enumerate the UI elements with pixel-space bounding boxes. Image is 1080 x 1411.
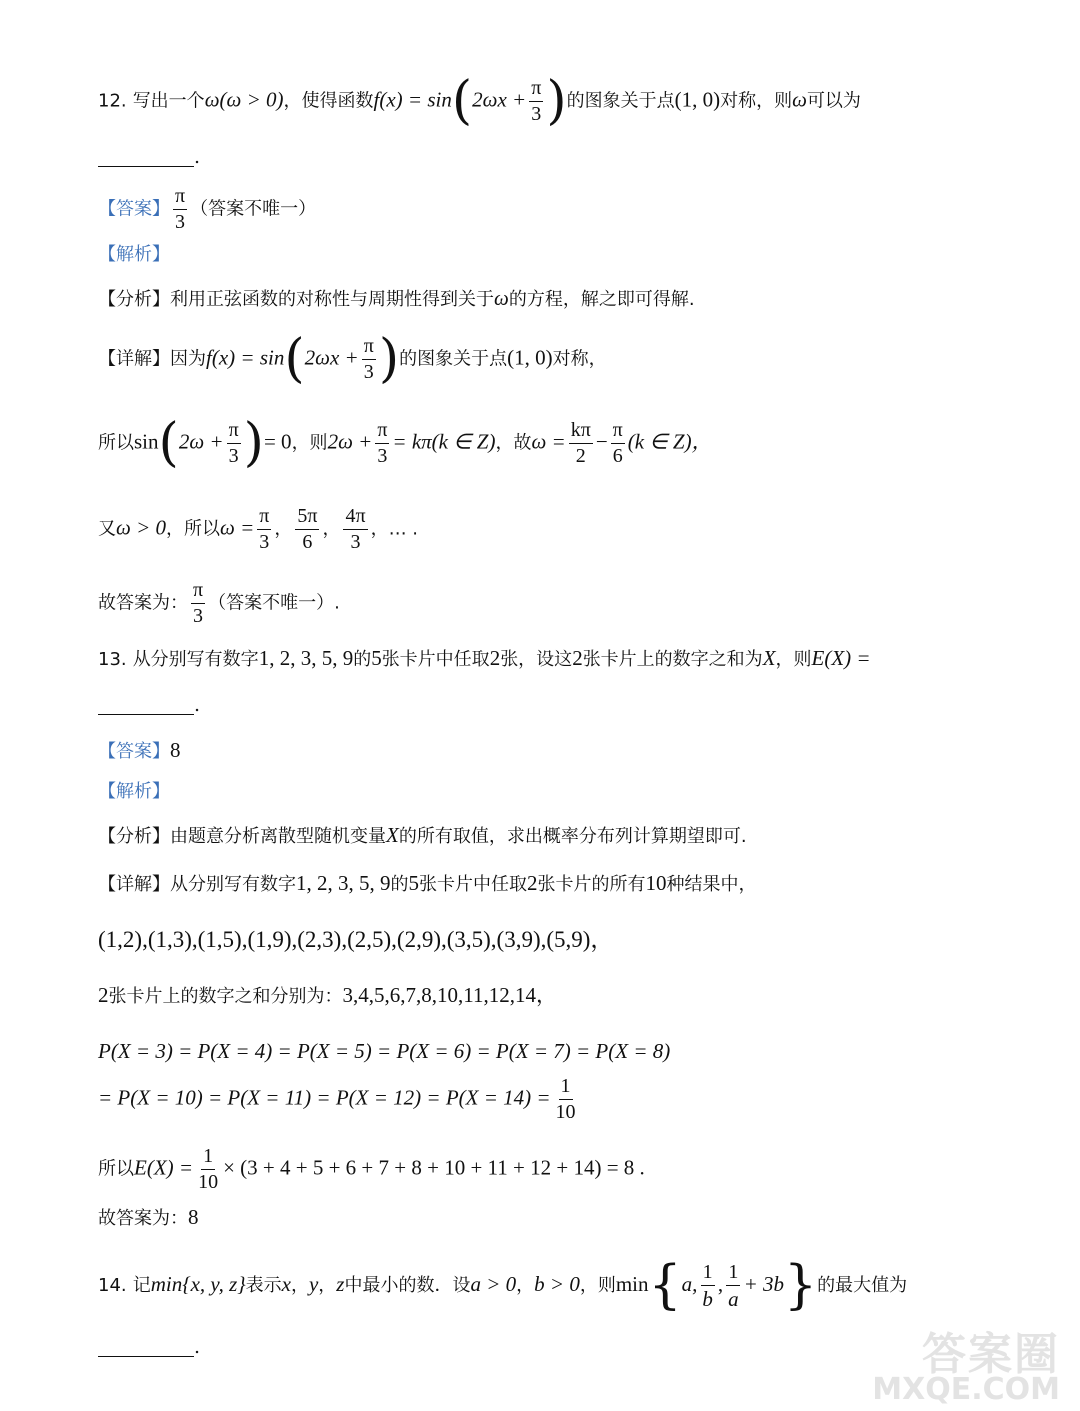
a13-answer: 【答案】8 [98,738,181,762]
a13-prob-line1: P(X = 3) = P(X = 4) = P(X = 5) = P(X = 6) = P(X = 7) = P(X = 8) [98,1039,671,1063]
a12-detail: 【详解】因为f(x) = sin(2ωx + $\frac{\pi}{3}$ )的图象关于点(1, 0)对称， [98,329,607,390]
q12-number: 12. [98,90,127,112]
answer-blank [98,164,194,167]
q14-blank: . [98,1338,200,1357]
a12-fenxi: 【分析】利用正弦函数的对称性与周期性得到关于ω的方程，解之即可得解. [98,286,695,310]
q13-stem: 13. 从分别写有数字1, 2, 3, 5, 9的5张卡片中任取2张，设这2张卡片上的数字之和为X，则E(X) = [98,646,871,670]
a13-fenxi: 【分析】由题意分析离散型随机变量X的所有取值，求出概率分布列计算期望即可. [98,823,747,847]
a13-detail: 【详解】从分别写有数字1, 2, 3, 5, 9的5张卡片中任取2张卡片的所有10种结果中， [98,871,757,895]
a13-prob-line2: = P(X = 10) = P(X = 11) = P(X = 12) = P(X = 14) = $\frac{1}{10}$ [98,1075,576,1123]
a12-analysis-tag: 【解析】 [98,244,170,265]
a12-values: 又ω > 0，所以ω = $\frac{\pi}{3}$ ， $\frac{5\pi}{6}$ ， $\frac{4\pi}{3}$ ，… . [98,505,419,553]
a13-analysis-tag: 【解析】 [98,781,170,802]
a12-answer: 【答案】 $\frac{\pi}{3}$ （答案不唯一） [98,185,317,233]
q12-stem: 12. 写出一个ω(ω > 0)，使得函数f(x) = sin(2ωx + $\frac{\pi}{3}$ )的图象关于点(1, 0)对称，则ω可以为 [98,71,861,132]
a12-derivation: 所以sin(2ω + $\frac{\pi}{3}$ )= 0，则2ω + $\frac{\pi}{3}$ = kπ(k ∈ Z)，故ω = $\frac{k\pi}{2}$ − $\frac{\pi}{6}$ (k ∈ Z)， [98,413,713,474]
a13-pairs: (1,2),(1,3),(1,5),(1,9),(2,3),(2,5),(2,9),(3,5),(3,9),(5,9)， [98,927,614,952]
answer-blank [98,1354,194,1357]
pi-over-3-fraction: $\frac{\pi}{3}$ [531,77,542,125]
watermark-logo: 答案圈 [922,1329,1060,1380]
q14-stem: 14. 记min{x, y, z}表示x，y，z中最小的数．设a > 0，b > 0，则min{a, $\frac{1}{b}$ , $\frac{1}{a}$ + 3b}的最大值为 [98,1255,908,1316]
q12-blank: . [98,148,200,167]
q13-blank: . [98,696,200,715]
a12-final: 故答案为： $\frac{\pi}{3}$ （答案不唯一）. [98,579,340,627]
a13-sums: 2张卡片上的数字之和分别为：3,4,5,6,7,8,10,11,12,14， [98,983,557,1007]
watermark-url: MXQE.COM [872,1372,1060,1407]
a13-final: 故答案为：8 [98,1205,199,1229]
answer-blank [98,712,194,715]
a13-expectation: 所以E(X) = $\frac{1}{10}$ × (3 + 4 + 5 + 6 + 7 + 8 + 10 + 11 + 12 + 14) = 8 . [98,1145,645,1193]
